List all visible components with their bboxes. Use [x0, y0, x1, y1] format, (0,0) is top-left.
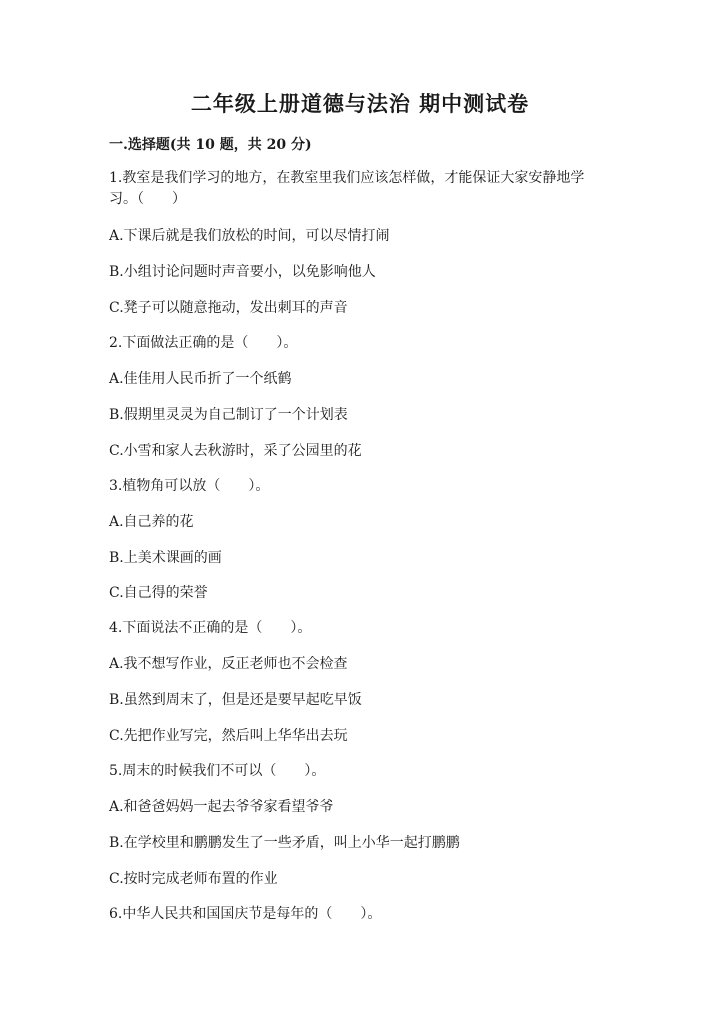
question-5-stem: 5.周末的时候我们不可以（ ）。 — [109, 763, 326, 779]
question-1-option-b: B.小组讨论问题时声音要小，以免影响他人 — [109, 264, 376, 280]
question-3-option-b: B.上美术课画的画 — [109, 550, 222, 566]
question-6-stem: 6.中华人民共和国国庆节是每年的（ ）。 — [109, 906, 382, 922]
question-2-option-a: A.佳佳用人民币折了一个纸鹤 — [109, 371, 292, 387]
question-5-option-b: B.在学校里和鹏鹏发生了一些矛盾，叫上小华一起打鹏鹏 — [109, 835, 460, 851]
exam-title: 二年级上册道德与法治 期中测试卷 — [190, 91, 530, 116]
question-4-option-a: A.我不想写作业，反正老师也不会检查 — [109, 656, 348, 672]
question-4-option-c: C.先把作业写完，然后叫上华华出去玩 — [109, 728, 348, 744]
question-5-option-a: A.和爸爸妈妈一起去爷爷家看望爷爷 — [109, 799, 334, 815]
question-4-stem: 4.下面说法不正确的是（ ）。 — [109, 620, 312, 636]
question-4-option-b: B.虽然到周末了，但是还是要早起吃早饭 — [109, 692, 362, 708]
question-3-option-a: A.自己养的花 — [109, 514, 194, 530]
question-1-option-a: A.下课后就是我们放松的时间，可以尽情打闹 — [109, 228, 390, 244]
question-3-stem: 3.植物角可以放（ ）。 — [109, 478, 270, 494]
question-1-stem: 1.教室是我们学习的地方，在教室里我们应该怎样做，才能保证大家安静地学习。（ ） — [109, 170, 585, 207]
question-2-option-b: B.假期里灵灵为自己制订了一个计划表 — [109, 407, 348, 423]
question-1-option-c: C.凳子可以随意拖动，发出刺耳的声音 — [109, 300, 348, 316]
question-3-option-c: C.自己得的荣誉 — [109, 585, 208, 601]
question-5-option-c: C.按时完成老师布置的作业 — [109, 871, 278, 887]
question-2-option-c: C.小雪和家人去秋游时，采了公园里的花 — [109, 443, 362, 459]
section-heading: 一.选择题(共 10 题，共 20 分) — [109, 137, 312, 153]
question-2-stem: 2.下面做法正确的是（ ）。 — [109, 335, 298, 351]
